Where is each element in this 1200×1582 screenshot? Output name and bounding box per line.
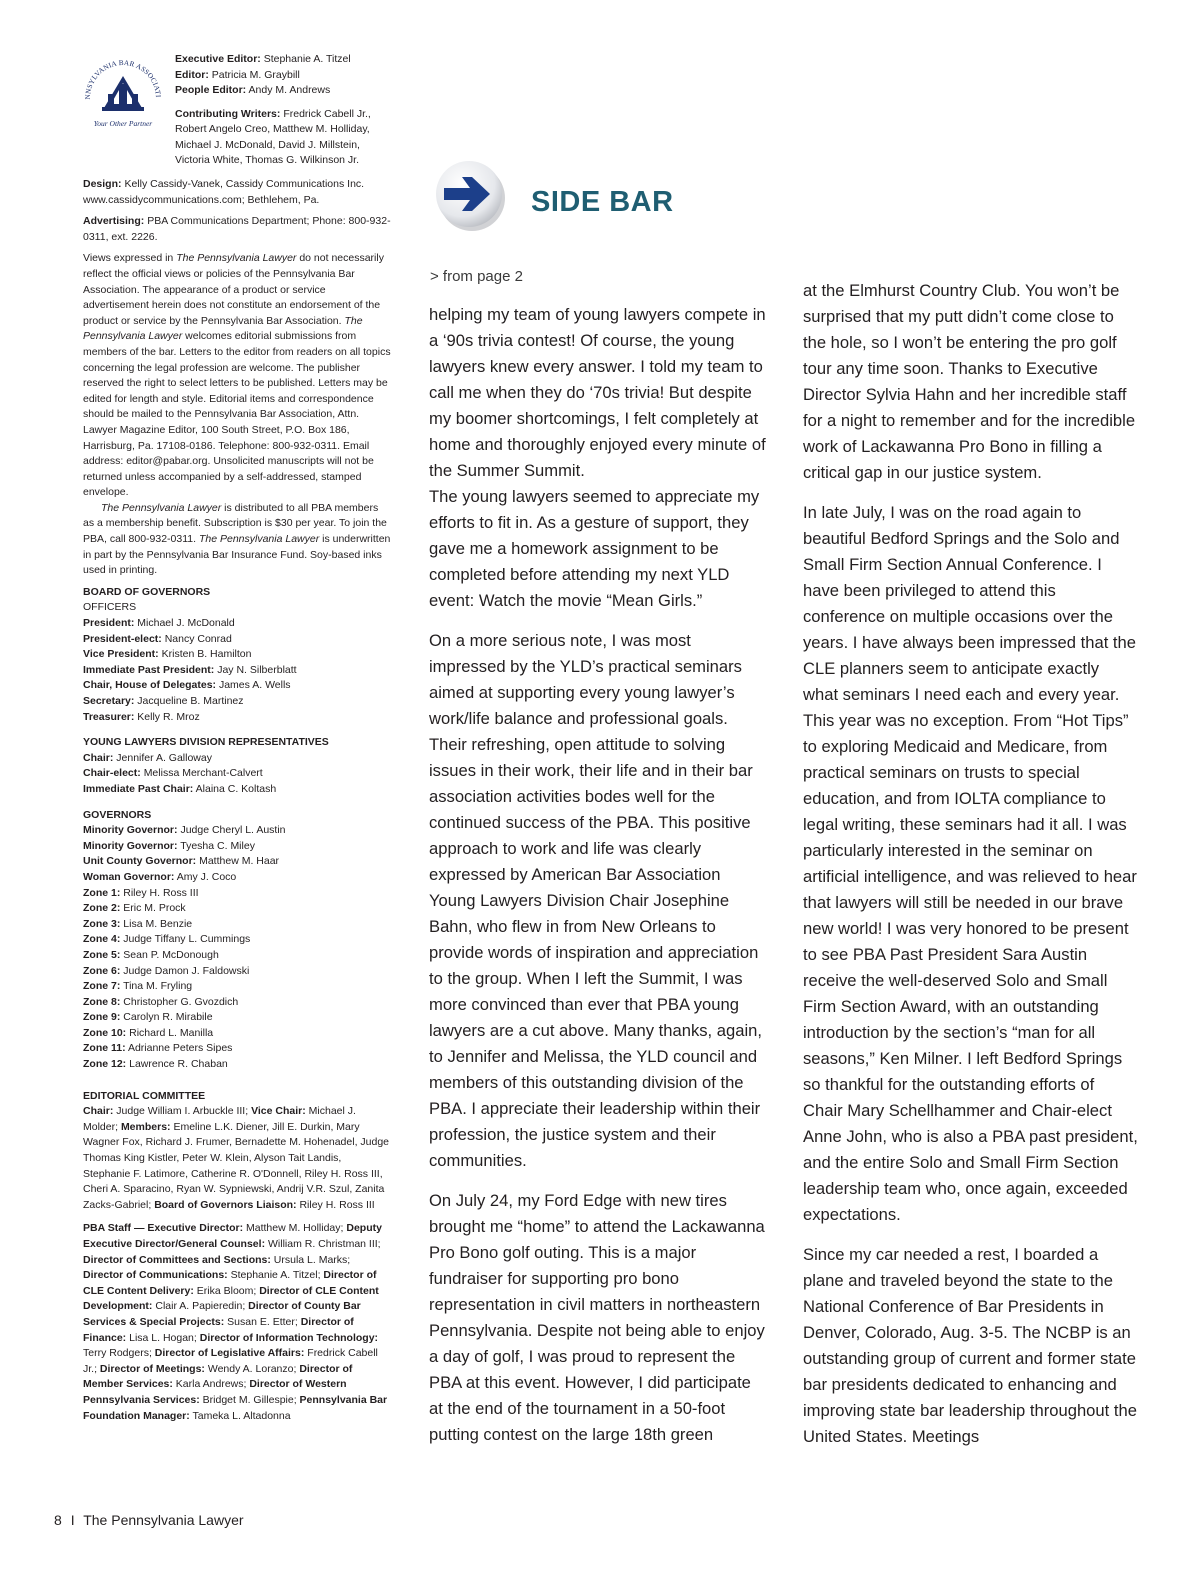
roster-name: Tyesha C. Miley xyxy=(180,839,255,852)
page-footer xyxy=(54,1512,244,1528)
advertising-info: PBA Communications Department; Phone: 800-932-0311, ext. 2226. xyxy=(83,215,391,243)
staff-name: Lisa L. Hogan; xyxy=(126,1331,200,1344)
staff-role: Deputy Executive Director/General Counsel: xyxy=(83,1222,382,1250)
article-paragraph: The young lawyers seemed to appreciate my efforts to fit in. As a gesture of support, they gave me a homework assignment to be completed before attending my next YLD event: Watch the movie “Mean Girls.” xyxy=(429,487,760,610)
board-heading: BOARD OF GOVERNORS xyxy=(83,585,211,598)
staff-role: Pennsylvania Bar Foundation Manager: xyxy=(83,1393,388,1422)
roster-entry xyxy=(83,678,391,694)
article-paragraph: at the Elmhurst Country Club. You won’t be surprised that my putt didn’t come close to the hole, so I won’t be entering the pro golf tour any time soon. Thanks to Executive Director Sylvia Hahn and her incredible staff for a night to remember and for the incredible work of Lackawanna Pro Bono in filling a critical gap in our justice system. xyxy=(803,281,1136,482)
roster-entry xyxy=(83,751,391,767)
article-column-right xyxy=(803,278,1138,1464)
staff-name: Clair A. Papieredin; xyxy=(152,1300,249,1313)
staff-role: Director of County Bar Services & Special Projects: xyxy=(83,1300,361,1328)
roster-name: Judge Tiffany L. Cummings xyxy=(123,933,251,946)
roster-role: Treasurer: xyxy=(83,710,135,723)
roster-entry xyxy=(83,782,391,798)
design-credit: Kelly Cassidy-Vanek, Cassidy Communications Inc. www.cassidycommunications.com; Bethlehem, Pa. xyxy=(83,178,365,206)
roster-role: Woman Governor: xyxy=(83,870,175,883)
staff-role: Director of Communications: xyxy=(83,1269,228,1282)
staff-role: Director of Finance: xyxy=(83,1315,354,1344)
roster-name: Richard L. Manilla xyxy=(129,1026,214,1039)
roster-name: Tina M. Fryling xyxy=(123,980,193,993)
roster-name: Lawrence R. Chaban xyxy=(129,1058,228,1071)
people-editor: Andy M. Andrews xyxy=(248,84,331,96)
roster-name: Sean P. McDonough xyxy=(123,948,219,961)
roster-entry xyxy=(83,839,391,855)
staff-role: Director of Committees and Sections: xyxy=(83,1253,271,1266)
roster-name: Carolyn R. Mirabile xyxy=(123,1011,213,1024)
staff-name: Tameka L. Altadonna xyxy=(189,1409,291,1422)
staff-name: Wendy A. Loranzo; xyxy=(204,1362,300,1375)
roster-entry xyxy=(83,694,391,710)
roster-role: Zone 6: xyxy=(83,964,121,977)
publication-name: The Pennsylvania Lawyer xyxy=(83,1512,244,1528)
views-disclaimer: Views expressed in The Pennsylvania Lawyer do not necessarily reflect the official views or policies of the Pennsylvania Bar Association. The appearance of a product or service advertisement herein does not constitute an endorsement of the product or service by the Pennsylvania Bar Association. The Pennsylvania Lawyer welcomes editorial submissions from members of the bar. Letters to the editor from readers on all topics concerning the legal profession are welcome. The publisher reserved the right to select letters to be published. Letters may be edited for length and style. Editorial items and correspondence should be mailed to the Pennsylvania Bar Association, Attn. Lawyer Magazine Editor, 100 South Street, P.O. Box 186, Harrisburg, Pa. 17108-0186. Telephone: 800-932-0311. Email address: editor@pabar.org. Unsolicited manuscripts will not be returned unless accompanied by a self-addressed, stamped envelope. xyxy=(83,252,391,499)
roster-role: Zone 5: xyxy=(83,948,121,961)
roster-role: Chair, House of Delegates: xyxy=(83,679,217,692)
roster-entry xyxy=(83,616,391,632)
people-editor-label: People Editor: xyxy=(175,84,247,96)
officers-heading: OFFICERS xyxy=(83,601,137,614)
staff-role: PBA Staff — Executive Director: xyxy=(83,1222,244,1235)
staff-role: Director of Western Pennsylvania Services: xyxy=(83,1378,347,1406)
officers-list xyxy=(83,616,391,725)
governors-list xyxy=(83,823,391,1073)
roster-role: Zone 3: xyxy=(83,917,121,930)
page-number: 8 xyxy=(54,1512,62,1528)
roster-role: Minority Governor: xyxy=(83,824,178,837)
contributing-writers-label: Contributing Writers: xyxy=(175,107,281,120)
roster-name: Kristen B. Hamilton xyxy=(161,648,252,661)
roster-role: Zone 9: xyxy=(83,1011,121,1024)
roster-entry xyxy=(83,1010,391,1026)
right-arrow-icon xyxy=(434,158,508,232)
roster-name: Melissa Merchant-Calvert xyxy=(143,767,263,780)
roster-name: Eric M. Prock xyxy=(123,902,186,915)
staff-name: Susan E. Etter; xyxy=(224,1315,301,1328)
roster-name: Adrianne Peters Sipes xyxy=(127,1042,233,1055)
roster-name: Matthew M. Haar xyxy=(199,855,280,868)
sidebar-arrow-badge xyxy=(434,158,508,232)
article-paragraph: On a more serious note, I was most impressed by the YLD’s practical seminars aimed at supporting every young lawyer’s work/life balance and professional goals. Their refreshing, open attitude to solving issues in their work, their life and in their bar association activities bodes well for the continued success of the PBA. This positive approach to work and life was clearly expressed by American Bar Association Young Lawyers Division Chair Josephine Bahn, who flew in from New Orleans to provide words of inspiration and appreciation to the group. When I left the Summit, I was more convinced than ever that PBA young lawyers are a cut above. Many thanks, again, to Jennifer and Melissa, the YLD council and members of this outstanding division of the PBA. I appreciate their leadership within their profession, the justice system and their communities. xyxy=(429,631,762,1170)
editor: Patricia M. Graybill xyxy=(211,68,300,81)
staff-name: Karla Andrews; xyxy=(172,1378,250,1391)
pba-staff xyxy=(83,1221,391,1424)
advertising-label: Advertising: xyxy=(83,215,145,228)
executive-editor-label: Executive Editor: xyxy=(175,53,261,65)
roster-entry xyxy=(83,995,391,1011)
logo-tagline: Your Other Partner xyxy=(93,119,153,128)
article-paragraph: helping my team of young lawyers compete in a ‘90s trivia contest! Of course, the young lawyers knew every answer. I told my team to call me when they do ‘70s trivia! But despite my boomer shortcomings, I felt completely at home and thoroughly enjoyed every minute of the Summer Summit. xyxy=(429,305,766,480)
masthead-editors xyxy=(175,52,390,169)
roster-name: Riley H. Ross III xyxy=(123,886,199,899)
staff-name: Stephanie A. Titzel; xyxy=(227,1269,324,1282)
sidebar-title: SIDE BAR xyxy=(531,186,674,218)
roster-name: James A. Wells xyxy=(218,679,291,692)
staff-role: Director of Member Services: xyxy=(83,1362,353,1391)
roster-entry xyxy=(83,854,391,870)
roster-entry xyxy=(83,870,391,886)
roster-entry xyxy=(83,710,391,726)
roster-entry xyxy=(83,886,391,902)
roster-name: Michael J. McDonald xyxy=(137,617,235,630)
roster-role: Zone 7: xyxy=(83,980,121,993)
staff-name: Erika Bloom; xyxy=(193,1284,260,1297)
roster-role: Secretary: xyxy=(83,695,135,707)
staff-role: Director of CLE Content Development: xyxy=(83,1284,379,1313)
roster-entry xyxy=(83,932,391,948)
roster-role: Zone 2: xyxy=(83,902,121,915)
roster-role: Zone 4: xyxy=(83,933,121,946)
article-paragraph: Since my car needed a rest, I boarded a plane and traveled beyond the state to the National Conference of Bar Presidents in Denver, Colorado, Aug. 3-5. The NCBP is an outstanding group of current and former state bar presidents dedicated to enhancing and improving state bar leadership throughout the United States. Meetings xyxy=(803,1245,1137,1446)
staff-name: Bridget M. Gillespie; xyxy=(199,1393,300,1406)
roster-role: Immediate Past President: xyxy=(83,663,215,676)
staff-name: Ursula L. Marks; xyxy=(270,1253,351,1266)
roster-name: Lisa M. Benzie xyxy=(123,917,193,930)
roster-role: Chair-elect: xyxy=(83,767,141,780)
editorial-heading: EDITORIAL COMMITTEE xyxy=(83,1089,206,1102)
roster-name: Judge Damon J. Faldowski xyxy=(123,964,250,977)
roster-entry xyxy=(83,766,391,782)
roster-role: Unit County Governor: xyxy=(83,855,197,868)
roster-name: Nancy Conrad xyxy=(164,632,232,645)
article-paragraph: In late July, I was on the road again to beautiful Bedford Springs and the Solo and Small Firm Section Annual Conference. I have been privileged to attend this conference on multiple occasions over the years. I have always been impressed that the CLE planners seem to anticipate exactly what seminars I need each and every year. This year was no exception. From “Hot Tips” to exploring Medicaid and Medicare, from practical seminars on trusts to special education, and from IOLTA compliance to legal writing, these seminars had it all. I was particularly interested in the seminar on artificial intelligence, and was relieved to hear that lawyers will still be needed in our brave new world! I was very honored to be present to see PBA Past President Sara Austin receive the well-deserved Solo and Small Firm Section Award, with an outstanding introduction by the section’s “man for all seasons,” Ken Milner. I left Bedford Springs so thankful for the outstanding efforts of Chair Mary Schellhammer and Chair-elect Anne John, who is also a PBA past president, and the entire Solo and Small Firm Section leadership team who, once again, exceeded expectations. xyxy=(803,503,1138,1224)
roster-entry xyxy=(83,948,391,964)
contributing-writers: Fredrick Cabell Jr., Robert Angelo Creo, Matthew M. Holliday, Michael J. McDonald, David J. Millstein, Victoria White, Thomas G. Wilkinson Jr. xyxy=(175,107,371,166)
roster-entry xyxy=(83,663,391,679)
roster-name: Jennifer A. Galloway xyxy=(116,751,212,764)
yld-heading: YOUNG LAWYERS DIVISION REPRESENTATIVES xyxy=(83,736,329,749)
roster-name: Kelly R. Mroz xyxy=(137,710,200,723)
roster-name: Jay N. Silberblatt xyxy=(217,663,297,676)
roster-role: President-elect: xyxy=(83,632,162,645)
roster-entry xyxy=(83,964,391,980)
logo-arc-text: NNSYLVANIA BAR ASSOCIATI xyxy=(83,58,163,100)
editorial-committee: Chair: Judge William I. Arbuckle III; Vice Chair: Michael J. Molder; Members: Emeline L.K. Diener, Jill E. Durkin, Mary Wagner Fox, Richard J. Frumer, Bernadette M. Hohenadel, Judge Thomas King Kistler, Peter W. Klein, Alyson Tait Landis, Stephanie F. Latimore, Catherine R. O'Donnell, Riley H. Ross III, Cheri A. Sparacino, Ryan W. Sypniewski, Andrij V.R. Szul, Zanita Zacks-Gabriel; Board of Governors Liaison: Riley H. Ross III xyxy=(83,1105,390,1211)
roster-role: Immediate Past Chair: xyxy=(83,782,194,795)
staff-role: Director of CLE Content Delivery: xyxy=(83,1269,377,1297)
roster-name: Alaina C. Koltash xyxy=(195,782,277,795)
roster-entry xyxy=(83,632,391,648)
executive-editor: Stephanie A. Titzel xyxy=(263,53,351,65)
roster-role: Zone 1: xyxy=(83,886,121,899)
pba-logo xyxy=(78,50,168,140)
staff-name: Matthew M. Holliday; xyxy=(243,1222,347,1235)
roster-role: President: xyxy=(83,617,135,630)
roster-role: Zone 11: xyxy=(83,1042,126,1055)
roster-entry xyxy=(83,901,391,917)
roster-role: Zone 12: xyxy=(83,1058,127,1071)
governors-heading: GOVERNORS xyxy=(83,808,152,821)
roster-entry xyxy=(83,1026,391,1042)
distribution-note: The Pennsylvania Lawyer is distributed to all PBA members as a membership benefit. Subscription is $30 per year. To join the PBA, call 800-932-0311. The Pennsylvania Lawyer is underwritten in part by the Pennsylvania Bar Insurance Fund. Soy-based inks used in printing. xyxy=(83,501,391,577)
roster-entry xyxy=(83,917,391,933)
continued-from: > from page 2 xyxy=(430,268,523,285)
article-paragraph: On July 24, my Ford Edge with new tires brought me “home” to attend the Lackawanna Pro Bono golf outing. This is a major fundraiser for supporting pro bono representation in civil matters in northeastern Pennsylvania. Despite not being able to enjoy a day of golf, I was proud to represent the PBA at this event. However, I did participate at the end of the tournament in a 50-foot putting contest on the large 18th green xyxy=(429,1191,765,1444)
article-column-middle xyxy=(429,302,769,1462)
staff-role: Director of Information Technology: xyxy=(199,1331,379,1344)
staff-name: William R. Christman III; xyxy=(265,1238,381,1250)
roster-name: Amy J. Coco xyxy=(176,870,237,883)
roster-entry xyxy=(83,823,391,839)
footer-separator: I xyxy=(70,1512,75,1528)
masthead-column xyxy=(83,177,391,1430)
staff-name: Fredrick Cabell Jr.; xyxy=(83,1347,378,1375)
roster-entry xyxy=(83,979,391,995)
staff-name: Terry Rodgers; xyxy=(83,1347,155,1360)
roster-role: Vice President: xyxy=(83,648,159,661)
pba-seal-icon xyxy=(78,50,168,140)
roster-name: Judge Cheryl L. Austin xyxy=(180,824,286,837)
roster-entry xyxy=(83,1057,391,1073)
design-label: Design: xyxy=(83,178,122,190)
roster-role: Zone 8: xyxy=(83,995,121,1008)
staff-role: Director of Meetings: xyxy=(99,1362,205,1375)
roster-role: Chair: xyxy=(83,751,114,764)
roster-entry xyxy=(83,1041,391,1057)
staff-role: Director of Legislative Affairs: xyxy=(154,1347,305,1360)
editor-label: Editor: xyxy=(175,68,209,81)
roster-name: Jacqueline B. Martinez xyxy=(137,695,244,707)
roster-role: Zone 10: xyxy=(83,1026,127,1039)
roster-entry xyxy=(83,647,391,663)
roster-role: Minority Governor: xyxy=(83,839,178,852)
roster-name: Christopher G. Gvozdich xyxy=(123,995,239,1008)
yld-list xyxy=(83,751,391,798)
